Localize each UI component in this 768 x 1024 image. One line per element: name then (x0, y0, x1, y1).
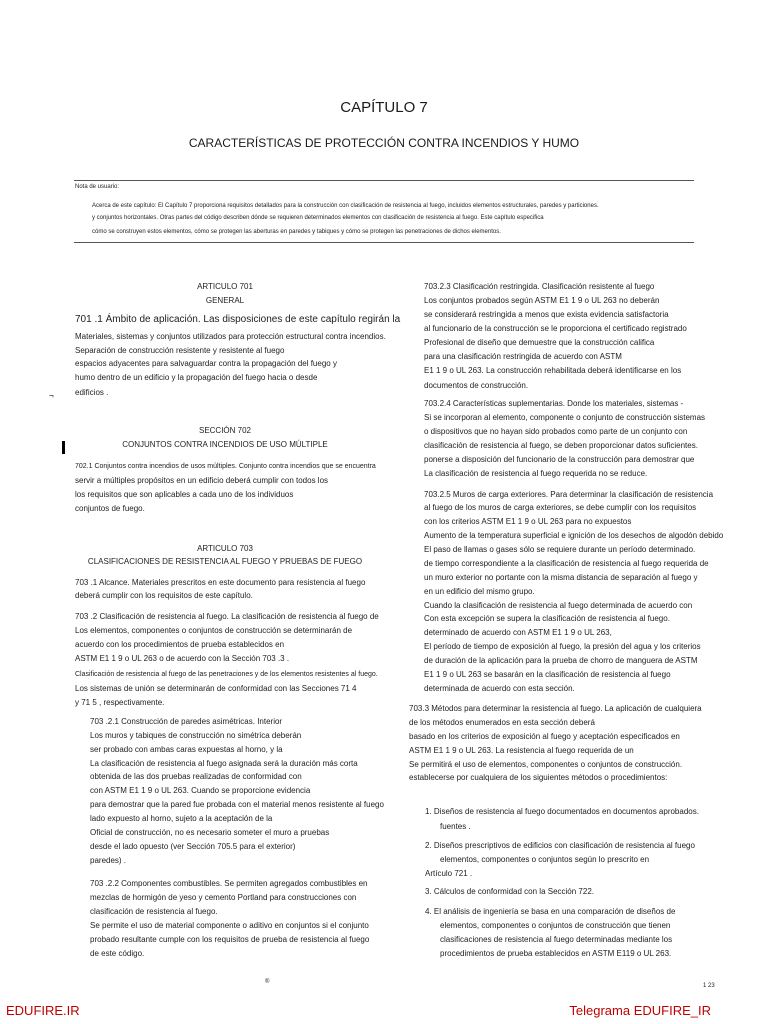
paragraph-line: Cuando la clasificación de resistencia al fuego determinada de acuerdo con (424, 601, 693, 610)
paragraph-line: de duración de la aplicación para la prueba de chorro de manguera de ASTM (424, 656, 698, 665)
paragraph-line: de tiempo correspondiente a la clasificación de resistencia al fuego requerida de (424, 559, 709, 568)
paragraph-line: conjuntos de fuego. (75, 504, 145, 513)
paragraph-line: o dispositivos que no hayan sido probados como parte de un conjunto con (424, 427, 688, 436)
paragraph-line: establecerse por cualquiera de los siguientes métodos o procedimientos: (409, 773, 668, 782)
paragraph-line: determinada de acuerdo con esta sección. (424, 684, 575, 693)
paragraph-line: ponerse a disposición del funcionario de la construcción para demostrar que (424, 455, 695, 464)
paragraph-line: determinado de acuerdo con ASTM E1 1 9 o UL 263, (424, 628, 612, 637)
paragraph-line: ASTM E1 1 9 o UL 263 o de acuerdo con la Sección 703 .3 . (75, 654, 290, 663)
list-item-continuation: elementos, componentes o conjuntos según lo prescrito en (440, 855, 650, 864)
paragraph-line: obtenida de las dos pruebas realizadas de conformidad con (90, 772, 302, 781)
article-heading: ARTICULO 703 (197, 544, 253, 553)
section-subheading: CONJUNTOS CONTRA INCENDIOS DE USO MÚLTIPLE (122, 440, 328, 449)
paragraph-line: un muro exterior no portante con la misma distancia de separación al fuego y (424, 573, 698, 582)
user-note-line: y conjuntos horizontales. Otras partes del código describen dónde se requieren determinados elementos con clasificación de resistencia al fuego. Este capítulo especifica (92, 215, 544, 221)
paragraph-line: Los sistemas de unión se determinarán de conformidad con las Secciones 71 4 (75, 684, 357, 693)
paragraph-line: para demostrar que la pared fue probada con el material menos resistente al fuego (90, 800, 384, 809)
paragraph-line: al fuego de los muros de carga exteriores, se debe cumplir con los requisitos (424, 503, 697, 512)
paragraph-line: edificios . (75, 388, 109, 397)
paragraph-line: y 71 5 , respectivamente. (75, 698, 165, 707)
list-item: 2. Diseños prescriptivos de edificios con clasificación de resistencia al fuego (425, 841, 695, 850)
margin-bar (62, 441, 65, 454)
paragraph-line: 703 .2 Clasificación de resistencia al fuego. La clasificación de resistencia al fuego de (75, 612, 379, 621)
paragraph-line: desde el lado opuesto (ver Sección 705.5 para el exterior) (90, 842, 296, 851)
watermark-left: EDUFIRE.IR (6, 1003, 80, 1018)
user-note-label: Nota de usuario: (75, 184, 120, 190)
user-note-line: cómo se construyen estos elementos, cómo se protegen las aberturas en paredes y tabiques y cómo se protegen las penetraciones de dichos elementos. (92, 229, 501, 235)
paragraph-line: con ASTM E1 1 9 o UL 263. Cuando se proporcione evidencia (90, 786, 311, 795)
paragraph-line: de los métodos enumerados en esta sección deberá (409, 718, 595, 727)
watermark-right: Telegrama EDUFIRE_IR (569, 1003, 711, 1018)
note-top-rule (74, 180, 694, 181)
page-number: 1 23 (703, 983, 715, 989)
list-item-continuation: fuentes . (440, 822, 471, 831)
paragraph-line: con los criterios ASTM E1 1 9 o UL 263 para no expuestos (424, 517, 632, 526)
paragraph-line: 702.1 Conjuntos contra incendios de usos múltiples. Conjunto contra incendios que se encuentra (75, 463, 376, 470)
list-item-continuation: elementos, componentes o conjuntos de construcción que tienen (440, 921, 671, 930)
paragraph-line: mezclas de hormigón de yeso y cemento Portland para construcciones con (90, 893, 357, 902)
paragraph-line: deberá cumplir con los requisitos de este capítulo. (75, 591, 253, 600)
paragraph-line: ser probado con ambas caras expuestas al horno, y la (90, 745, 283, 754)
paragraph-line: El paso de llamas o gases sólo se requiere durante un período determinado. (424, 545, 696, 554)
paragraph-line: se considerará restringida a menos que exista evidencia satisfactoria (424, 310, 669, 319)
section-heading: SECCIÓN 702 (198, 426, 252, 435)
paragraph-line: servir a múltiples propósitos en un edificio deberá cumplir con todos los (75, 476, 329, 485)
paragraph-line: 703.2.4 Características suplementarias. Donde los materiales, sistemas - (424, 399, 684, 408)
paragraph-line: documentos de construcción. (424, 381, 529, 390)
paragraph-line: espacios adyacentes para salvaguardar contra la propagación del fuego y (75, 359, 337, 368)
paragraph-line: 703.2.3 Clasificación restringida. Clasificación resistente al fuego (424, 282, 655, 291)
paragraph-line: 703 .2.1 Construcción de paredes asimétricas. Interior (90, 717, 283, 726)
paragraph-line: humo dentro de un edificio y la propagación del fuego hacia o desde (75, 373, 318, 382)
paragraph-line: Materiales, sistemas y conjuntos utilizados para protección estructural contra incendios. (75, 332, 386, 341)
paragraph-line: Los conjuntos probados según ASTM E1 1 9 o UL 263 no deberán (424, 296, 660, 305)
paragraph-line: basado en los criterios de exposición al fuego y aceptación especificados en (409, 732, 680, 741)
article-subheading: CLASIFICACIONES DE RESISTENCIA AL FUEGO Y PRUEBAS DE FUEGO (87, 557, 363, 566)
paragraph-line: 703 .1 Alcance. Materiales prescritos en este documento para resistencia al fuego (75, 578, 366, 587)
article-subheading: GENERAL (205, 296, 245, 305)
paragraph-line: paredes) . (90, 856, 127, 865)
chapter-title: CARACTERÍSTICAS DE PROTECCIÓN CONTRA INCENDIOS Y HUMO (188, 136, 580, 150)
paragraph-line: La clasificación de resistencia al fuego asignada será la duración más corta (90, 759, 358, 768)
paragraph-line: Separación de construcción resistente y resistente al fuego (75, 346, 285, 355)
copyright-mark: ® (265, 979, 270, 985)
paragraph-line: al funcionario de la construcción se le proporciona el certificado registrado (424, 324, 687, 333)
paragraph-line: ASTM E1 1 9 o UL 263. La resistencia al fuego requerida de un (409, 746, 634, 755)
paragraph-line: Los muros y tabiques de construcción no simétrica deberán (90, 731, 302, 740)
paragraph-line: E1 1 9 o UL 263 se basarán en la clasificación de resistencia al fuego (424, 670, 671, 679)
paragraph-line: probado resultante cumple con los requisitos de prueba de resistencia al fuego (90, 935, 370, 944)
article-heading: ARTICULO 701 (197, 282, 253, 291)
paragraph-line: lado expuesto al horno, sujeto a la aceptación de la (90, 814, 273, 823)
paragraph-line: Con esta excepción se supera la clasificación de resistencia al fuego. (424, 614, 670, 623)
list-item-continuation: clasificaciones de resistencia al fuego determinadas mediante los (440, 935, 673, 944)
paragraph-line: clasificación de resistencia al fuego, se deben proporcionar datos suficientes. (424, 441, 698, 450)
list-item: 1. Diseños de resistencia al fuego documentados en documentos aprobados. (425, 807, 699, 816)
paragraph-line: Profesional de diseño que demuestre que la construcción califica (424, 338, 655, 347)
paragraph-line: El período de tiempo de exposición al fuego, la presión del agua y los criterios (424, 642, 701, 651)
paragraph-line: La clasificación de resistencia al fuego requerida no se reduce. (424, 469, 648, 478)
paragraph-line: Se permitirá el uso de elementos, componentes o conjuntos de construcción. (409, 760, 683, 769)
paragraph-line: E1 1 9 o UL 263. La construcción rehabilitada deberá identificarse en los (424, 366, 682, 375)
list-item-continuation: Artículo 721 . (425, 869, 473, 878)
paragraph-line: 703.2.5 Muros de carga exteriores. Para determinar la clasificación de resistencia (424, 490, 714, 499)
chapter-heading: CAPÍTULO 7 (340, 99, 428, 116)
user-note-line: Acerca de este capítulo: El Capítulo 7 proporciona requisitos detallados para la construcción con clasificación de resistencia al fuego, incluidos elementos estructurales, paredes y particiones. (92, 203, 599, 209)
paragraph-line: Los elementos, componentes o conjuntos de construcción se determinarán de (75, 626, 353, 635)
paragraph-line: Se permite el uso de material componente o aditivo en conjuntos si el conjunto (90, 921, 369, 930)
paragraph-line: de este código. (90, 949, 145, 958)
paragraph-line: acuerdo con los procedimientos de prueba establecidos en (75, 640, 285, 649)
paragraph-line: 703 .2.2 Componentes combustibles. Se permiten agregados combustibles en (90, 879, 368, 888)
paragraph-line: para una clasificación restringida de acuerdo con ASTM (424, 352, 622, 361)
margin-mark: ¬ (49, 391, 54, 400)
paragraph-line: clasificación de resistencia al fuego. (90, 907, 218, 916)
paragraph-line: 703.3 Métodos para determinar la resistencia al fuego. La aplicación de cualquiera (409, 704, 702, 713)
paragraph-line: los requisitos que son aplicables a cada uno de los individuos (75, 490, 294, 499)
list-item: 4. El análisis de ingeniería se basa en una comparación de diseños de (425, 907, 676, 916)
list-item: 3. Cálculos de conformidad con la Sección 722. (425, 887, 594, 896)
paragraph-line: 701 .1 Ámbito de aplicación. Las disposiciones de este capítulo regirán la (75, 314, 401, 325)
paragraph-line: Aumento de la temperatura superficial e ignición de los desechos de algodón debido (424, 531, 724, 540)
note-bottom-rule (74, 242, 694, 243)
paragraph-line: Si se incorporan al elemento, componente o conjunto de construcción sistemas (424, 413, 706, 422)
paragraph-line: en un edificio del mismo grupo. (424, 587, 535, 596)
paragraph-line: Clasificación de resistencia al fuego de las penetraciones y de los elementos resistentes al fuego. (75, 671, 378, 678)
list-item-continuation: procedimientos de prueba establecidos en ASTM E119 o UL 263. (440, 949, 672, 958)
paragraph-line: Oficial de construcción, no es necesario someter el muro a pruebas (90, 828, 330, 837)
